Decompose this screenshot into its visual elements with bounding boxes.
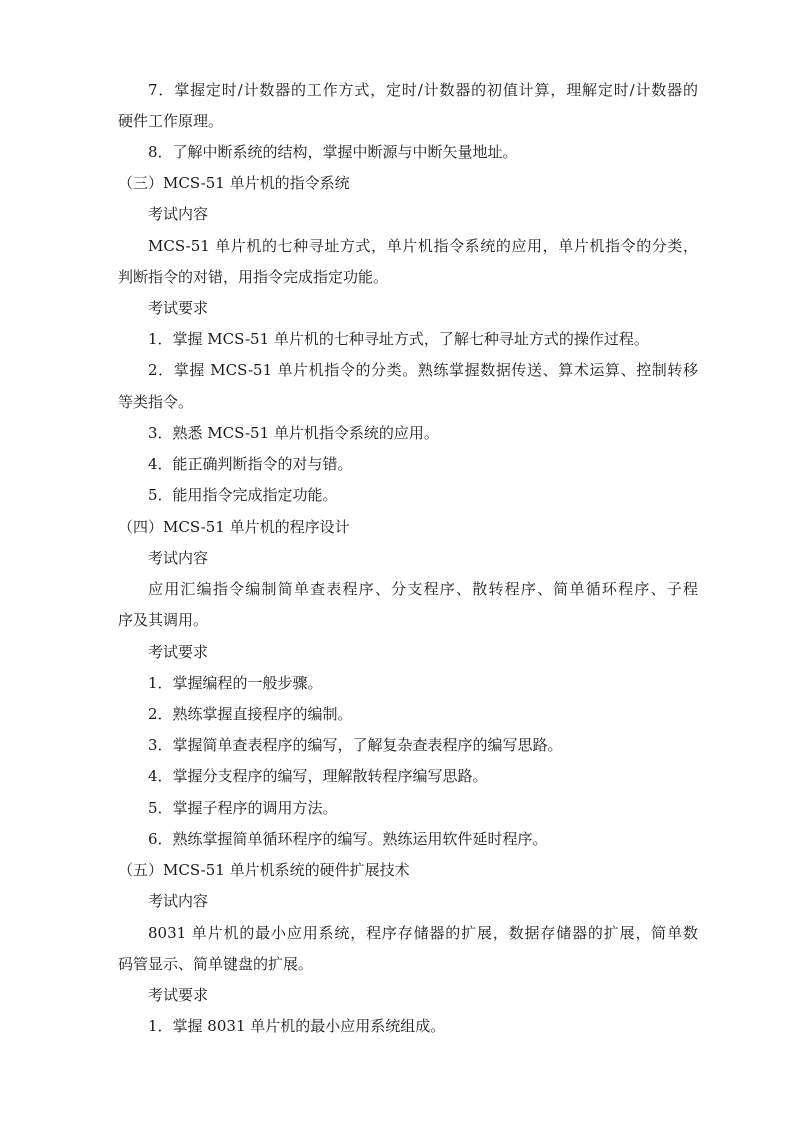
list-item: 5．能用指令完成指定功能。 [148, 486, 338, 504]
subheading: 考试内容 [148, 205, 209, 223]
subheading: 考试要求 [148, 643, 209, 661]
section-heading: （三）MCS-51 单片机的指令系统 [118, 174, 350, 192]
list-item: 2．熟练掌握直接程序的编制。 [148, 705, 353, 723]
text-line: 等类指令。 [118, 393, 194, 411]
text-line: 码管显示、简单键盘的扩展。 [118, 955, 314, 973]
text-line: 8031 单片机的最小应用系统，程序存储器的扩展，数据存储器的扩展，简单数 [148, 924, 698, 942]
list-item: 1．掌握 MCS-51 单片机的七种寻址方式，了解七种寻址方式的操作过程。 [148, 330, 649, 348]
section-heading: （五）MCS-51 单片机系统的硬件扩展技术 [118, 861, 410, 879]
subheading: 考试要求 [148, 986, 209, 1004]
list-item: 5．掌握子程序的调用方法。 [148, 799, 338, 817]
subheading: 考试内容 [148, 892, 209, 910]
text-line: 应用汇编指令编制简单查表程序、分支程序、散转程序、简单循环程序、子程 [148, 580, 698, 598]
list-item: 4．掌握分支程序的编写，理解散转程序编写思路。 [148, 767, 488, 785]
subheading: 考试要求 [148, 299, 209, 317]
list-item: 1．掌握编程的一般步骤。 [148, 674, 323, 692]
text-line: 序及其调用。 [118, 611, 209, 629]
subheading: 考试内容 [148, 549, 209, 567]
list-item: 1．掌握 8031 单片机的最小应用系统组成。 [148, 1017, 446, 1035]
section-heading: （四）MCS-51 单片机的程序设计 [118, 518, 350, 536]
text-line: 7．掌握定时/计数器的工作方式，定时/计数器的初值计算，理解定时/计数器的 [148, 81, 698, 99]
text-line: 硬件工作原理。 [118, 112, 224, 130]
text-line: 判断指令的对错，用指令完成指定功能。 [118, 268, 389, 286]
list-item: 3．掌握简单查表程序的编写，了解复杂查表程序的编写思路。 [148, 736, 563, 754]
text-line: MCS-51 单片机的七种寻址方式，单片机指令系统的应用，单片机指令的分类， [148, 237, 698, 255]
list-item: 2．掌握 MCS-51 单片机指令的分类。熟练掌握数据传送、算术运算、控制转移 [148, 361, 698, 379]
text-line: 8．了解中断系统的结构，掌握中断源与中断矢量地址。 [148, 143, 518, 161]
list-item: 4．能正确判断指令的对与错。 [148, 455, 353, 473]
list-item: 6．熟练掌握简单循环程序的编写。熟练运用软件延时程序。 [148, 830, 548, 848]
list-item: 3．熟悉 MCS-51 单片机指令系统的应用。 [148, 424, 439, 442]
